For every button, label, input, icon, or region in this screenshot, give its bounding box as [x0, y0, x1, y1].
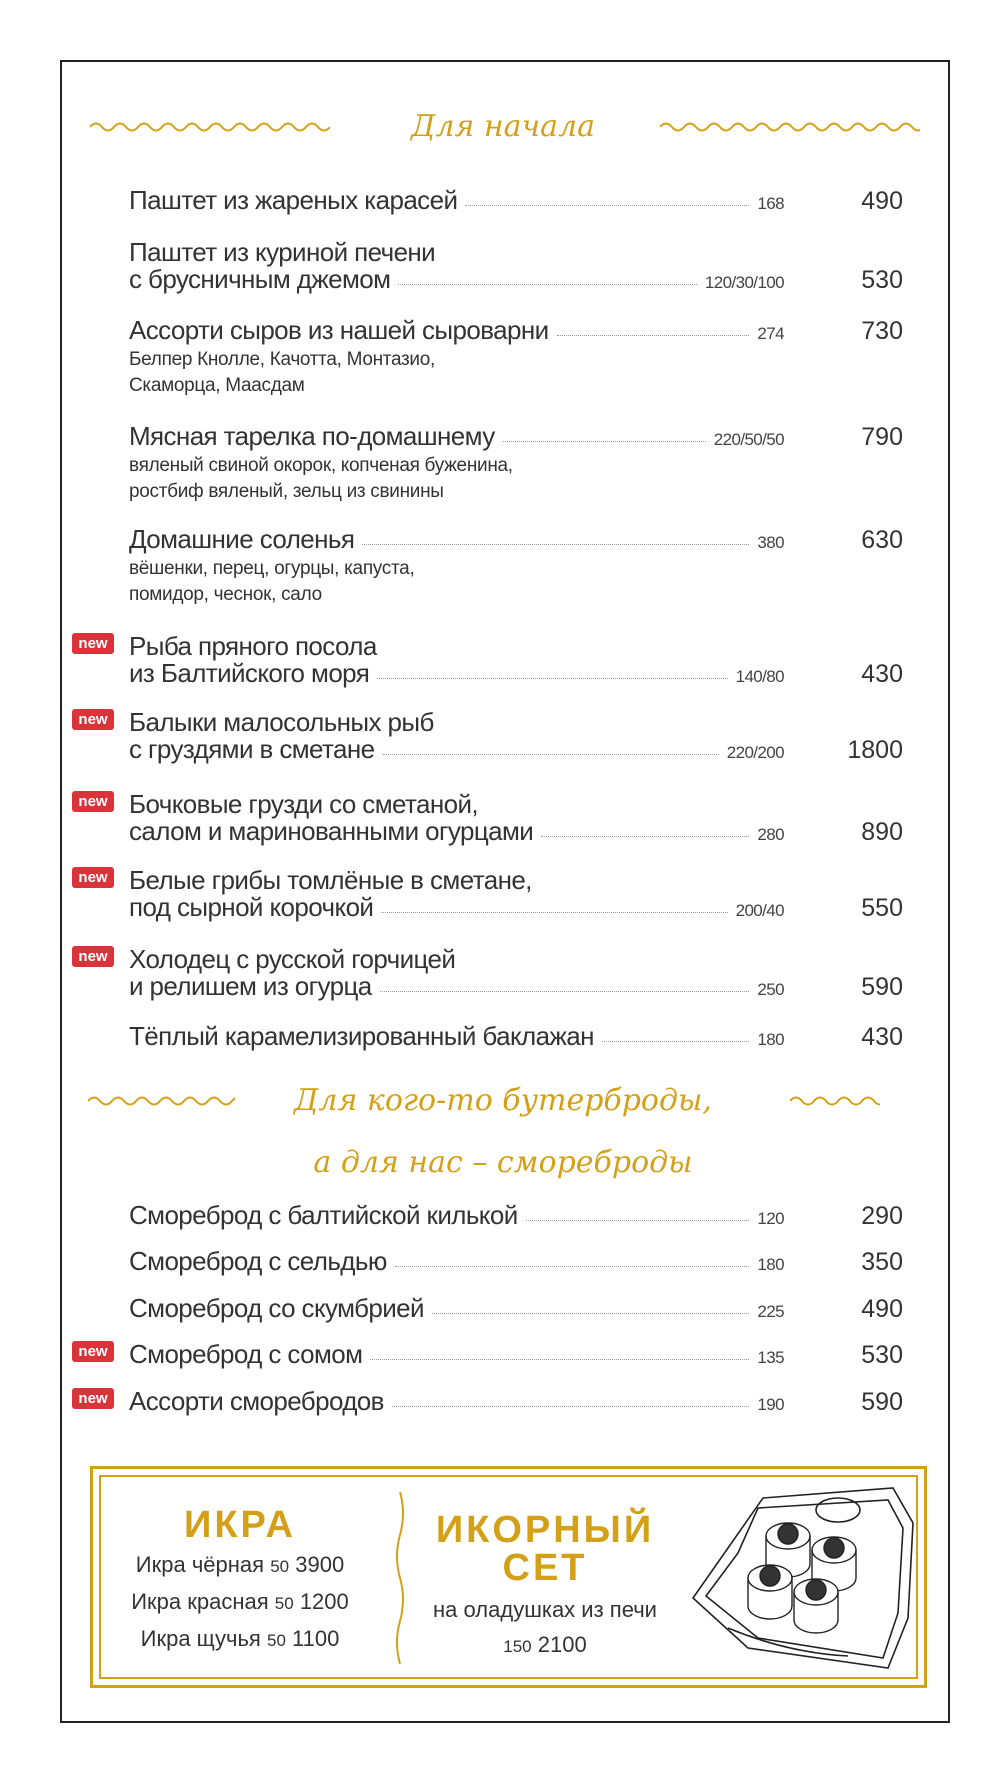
menu-item-price: 530 — [861, 1341, 903, 1369]
menu-item-line — [129, 1023, 784, 1053]
menu-item-line — [129, 894, 784, 924]
menu-item-name: Тёплый карамелизированный баклажан — [129, 1021, 594, 1051]
menu-item-weight: 225 — [757, 1302, 784, 1321]
menu-item-price: 490 — [861, 187, 903, 215]
new-badge: new — [72, 791, 114, 812]
menu-item-name: Белые грибы томлёные в сметане, — [129, 865, 532, 895]
caviar-item-price: 3900 — [295, 1552, 345, 1577]
dotted-leader — [557, 335, 750, 336]
menu-item-weight: 250 — [757, 980, 784, 999]
new-badge: new — [72, 867, 114, 888]
menu-item-line — [129, 1341, 784, 1371]
menu-item-price: 890 — [861, 818, 903, 846]
caviar-item-price: 1100 — [292, 1626, 340, 1651]
menu-item-name: и релишем из огурца — [129, 971, 372, 1001]
caviar-set-title-line2: СЕТ — [502, 1547, 588, 1589]
menu-item-line — [129, 1388, 784, 1418]
dotted-leader — [395, 1266, 750, 1267]
menu-item-price: 550 — [861, 894, 903, 922]
menu-item — [129, 1295, 784, 1325]
menu-item-description: вёшенки, перец, огурцы, капуста, — [129, 558, 415, 579]
dotted-leader — [432, 1313, 749, 1314]
menu-item-description: вяленый свиной окорок, копченая буженина, — [129, 455, 513, 476]
menu-item-weight: 140/80 — [735, 667, 784, 686]
caviar-item-weight: 50 — [266, 1631, 286, 1650]
menu-item-price: 490 — [861, 1295, 903, 1323]
dotted-leader — [383, 754, 719, 755]
caviar-set-price-line — [410, 1632, 680, 1658]
menu-item-name: Смореброд с сомом — [129, 1339, 363, 1369]
caviar-item — [100, 1552, 380, 1578]
menu-item-line — [129, 423, 784, 453]
dotted-leader — [526, 1220, 750, 1221]
menu-item-price: 290 — [861, 1202, 903, 1230]
menu-item-description: Скаморца, Маасдам — [129, 375, 305, 396]
dotted-leader — [381, 912, 727, 913]
menu-item-price: 790 — [861, 423, 903, 451]
menu-item — [129, 1248, 784, 1278]
section-title: Для начала — [410, 109, 596, 144]
menu-item — [129, 1341, 784, 1371]
menu-item-price: 430 — [861, 1023, 903, 1051]
dotted-leader — [362, 544, 749, 545]
dotted-leader — [465, 205, 749, 206]
menu-item-name: с брусничным джемом — [129, 264, 391, 294]
dotted-leader — [398, 284, 697, 285]
menu-item-name: из Балтийского моря — [129, 658, 370, 688]
menu-item-line — [129, 266, 784, 296]
caviar-item-weight: 50 — [270, 1557, 290, 1576]
caviar-item-name: Икра красная — [131, 1589, 269, 1614]
menu-item — [129, 709, 784, 766]
menu-item-line — [129, 973, 784, 1003]
new-badge: new — [72, 709, 114, 730]
menu-item-weight: 190 — [757, 1395, 784, 1414]
menu-item-name: Бочковые грузди со сметаной, — [129, 789, 479, 819]
dotted-leader — [380, 991, 750, 992]
menu-item — [129, 187, 784, 217]
dotted-leader — [377, 678, 727, 679]
menu-item — [129, 867, 784, 924]
menu-item-weight: 120/30/100 — [704, 273, 784, 292]
menu-item-description: ростбиф вяленый, зельц из свинины — [129, 481, 444, 502]
menu-item-price: 590 — [861, 973, 903, 1001]
menu-item — [129, 317, 784, 399]
menu-item-name: Смореброд с балтийской килькой — [129, 1200, 518, 1230]
menu-item — [129, 1023, 784, 1053]
menu-item-name: Ассорти сыров из нашей сыроварни — [129, 315, 549, 345]
menu-item-price: 530 — [861, 266, 903, 294]
menu-item-price: 430 — [861, 660, 903, 688]
menu-item-price: 730 — [861, 317, 903, 345]
caviar-set-description: на оладушках из печи — [433, 1597, 657, 1622]
caviar-title: ИКРА — [184, 1504, 296, 1546]
menu-item-line — [129, 660, 784, 690]
menu-item-weight: 220/50/50 — [713, 430, 784, 449]
dotted-leader — [541, 836, 749, 837]
menu-item-price: 590 — [861, 1388, 903, 1416]
menu-item-weight: 180 — [757, 1255, 784, 1274]
dotted-leader — [503, 441, 706, 442]
caviar-set-title-line1: ИКОРНЫЙ — [435, 1509, 655, 1551]
menu-item-name: Домашние соленья — [129, 524, 355, 554]
menu-item-line — [129, 1295, 784, 1325]
menu-item — [129, 526, 784, 608]
menu-item-name: Мясная тарелка по-домашнему — [129, 421, 495, 451]
menu-item-weight: 220/200 — [726, 743, 784, 762]
wavy-ornament — [90, 120, 330, 134]
menu-item-name: с груздями в сметане — [129, 734, 375, 764]
menu-item-line — [129, 818, 784, 848]
menu-item — [129, 1388, 784, 1418]
caviar-pancakes-illustration — [688, 1478, 918, 1673]
menu-item-name: Холодец с русской горчицей — [129, 944, 456, 974]
caviar-item — [100, 1626, 380, 1652]
dotted-leader — [602, 1041, 750, 1042]
menu-item-weight: 168 — [757, 194, 784, 213]
caviar-item — [100, 1589, 380, 1615]
menu-item-weight: 135 — [757, 1348, 784, 1367]
menu-item-weight: 180 — [757, 1030, 784, 1049]
menu-item — [129, 946, 784, 1003]
menu-item-price: 630 — [861, 526, 903, 554]
menu-item — [129, 1202, 784, 1232]
menu-item-name: под сырной корочкой — [129, 892, 374, 922]
menu-item — [129, 423, 784, 505]
caviar-item-name: Икра щучья — [140, 1626, 261, 1651]
menu-item-weight: 120 — [757, 1209, 784, 1228]
menu-item-weight: 200/40 — [735, 901, 784, 920]
menu-item — [129, 239, 784, 296]
menu-item-name: Рыба пряного посола — [129, 631, 377, 661]
menu-item-weight: 380 — [757, 533, 784, 552]
menu-item-line — [129, 1248, 784, 1278]
section-title: Для кого-то бутерброды, — [294, 1083, 712, 1118]
wavy-ornament — [88, 1094, 235, 1108]
caviar-item-name: Икра чёрная — [135, 1552, 265, 1577]
new-badge: new — [72, 946, 114, 967]
menu-item-price: 350 — [861, 1248, 903, 1276]
new-badge: new — [72, 633, 114, 654]
menu-item — [129, 633, 784, 690]
menu-item-name: Паштет из куриной печени — [129, 237, 436, 267]
new-badge: new — [72, 1388, 114, 1409]
menu-item-line — [129, 317, 784, 347]
menu-item-line — [129, 526, 784, 556]
menu-item-name: Паштет из жареных карасей — [129, 185, 458, 215]
menu-item-description: помидор, чеснок, сало — [129, 584, 322, 605]
caviar-item-price: 1200 — [299, 1589, 349, 1614]
caviar-set-price: 2100 — [537, 1632, 587, 1657]
menu-item-name: салом и маринованными огурцами — [129, 816, 534, 846]
wavy-ornament — [790, 1094, 880, 1108]
menu-item-name: Смореброд со скумбрией — [129, 1293, 424, 1323]
section-title: а для нас – смореброды — [313, 1145, 693, 1180]
menu-item-name: Ассорти сморебродов — [129, 1386, 384, 1416]
dotted-leader — [370, 1359, 749, 1360]
caviar-set-weight: 150 — [503, 1637, 532, 1656]
menu-item-price: 1800 — [847, 736, 903, 764]
menu-item-weight: 280 — [757, 825, 784, 844]
menu-item-name: Балыки малосольных рыб — [129, 707, 434, 737]
menu-item-weight: 274 — [757, 324, 784, 343]
menu-item-line — [129, 1202, 784, 1232]
wavy-divider — [392, 1492, 408, 1664]
menu-item-name: Смореброд с сельдью — [129, 1246, 387, 1276]
caviar-item-weight: 50 — [274, 1594, 294, 1613]
menu-item-description: Белпер Кнолле, Качотта, Монтазио, — [129, 349, 435, 370]
dotted-leader — [392, 1406, 750, 1407]
menu-item — [129, 791, 784, 848]
new-badge: new — [72, 1341, 114, 1362]
menu-item-line — [129, 187, 784, 217]
menu-item-line — [129, 736, 784, 766]
wavy-ornament — [660, 120, 920, 134]
